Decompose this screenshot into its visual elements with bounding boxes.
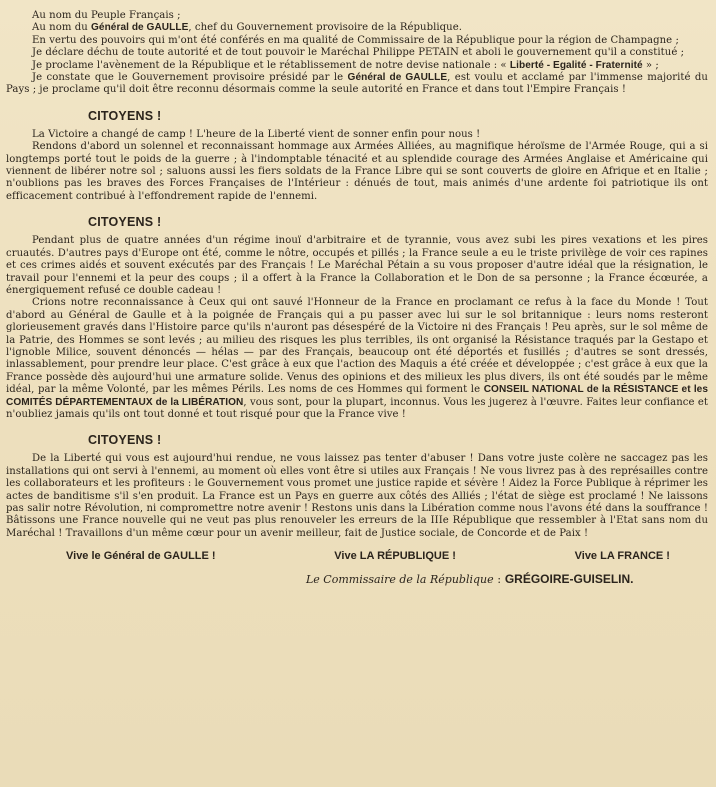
text-run: , chef du Gouvernement provisoire de la République.	[188, 22, 462, 34]
intro-paragraph	[6, 60, 708, 72]
text-run: Rendons d'abord un solennel et reconnaissant hommage aux Armées Alliées, au magnifique héroïsme de l'Armée Rouge, qui a si longtemps porté tout le poids de la guerre ; à l'indomptable ténacité et au splendide courage des Armées Anglaise et Américaine qui viennent de libérer notre sol ; saluons aussi les fiers soldats de la France Libre qui se sont couverts de gloire en Afrique et en Italie ; n'oublions pas les braves des Forces Françaises de l'Intérieur : dénués de tout, mais animés d'une ardente foi patriotique ils ont efficacement contribué à l'effondrement rapide de l'ennemi.	[6, 141, 708, 202]
section-heading: CITOYENS !	[88, 108, 162, 123]
text-run: Au nom du Peuple Français ;	[32, 10, 181, 21]
text-run: » ;	[642, 59, 659, 71]
section	[6, 215, 708, 421]
text-run: En vertu des pouvoirs qui m'ont été conférés en ma qualité de Commissaire de la République pour la région de Champagne ;	[32, 34, 679, 46]
section	[6, 433, 708, 540]
text-run: De la Liberté qui vous est aujourd'hui rendue, ne vous laissez pas tenter d'abuser ! Dans votre juste colère ne saccagez pas les installations qui ont servi à l'ennemi, au moment où elles vont être si utiles aux Français ! Ne vous livrez pas à des représailles contre les collaborateurs et les profiteurs : le Gouvernement vous promet une justice rapide et sévère ! Aidez la Force Publique à réprimer les actes de banditisme s'il s'en produit. La France est un Pays en guerre aux côtés des Alliés ; l'état de siège est proclamé ! Ne laissons pas salir notre Révolution, ni compromettre notre avenir ! Restons unis dans la Libération comme nous l'avons été dans la souffrance ! Bâtissons une France nouvelle qui ne veut pas plus renouveler les erreurs de la IIIe République que ressembler à l'Etat sans nom du Maréchal ! Travaillons d'un même cœur pour un avenir meilleur, fait de Justice sociale, de Concorde et de Paix !	[6, 453, 708, 539]
text-run: , vous sont, pour la plupart, inconnus. Vous les jugerez à l'œuvre. Faites leur confiance et n'oubliez jamais qu'ils ont tout donné et tout risqué pour que la France vive !	[6, 396, 709, 420]
section	[6, 109, 708, 203]
section-paragraph	[6, 297, 708, 421]
intro-paragraph	[6, 35, 708, 47]
intro-paragraph	[6, 47, 708, 59]
text-run: Je déclare déchu de toute autorité et de tout pouvoir le Maréchal Philippe PETAIN et aboli le gouvernement qu'il a constitué ;	[32, 47, 685, 59]
text-run: Pendant plus de quatre années d'un régime inouï d'arbitraire et de tyrannie, vous avez subi les pires vexations et les pires cruautés. D'autres pays d'Europe ont été, comme le nôtre, occupés et pillés ; la France seule a eu le triste privilège de voir ces rapines et ces crimes aidés et souvent exécutés par des Français ! Le Maréchal Pétain a su vous proposer d'autre idéal que la résignation, le travail pour l'ennemi et la peur des coups ; il a offert à la France la Collaboration et le Don de sa personne ; la France écœurée, a énergiquement refusé ce double cadeau !	[6, 235, 708, 296]
slogan-republique: Vive LA RÉPUBLIQUE !	[334, 550, 456, 563]
intro-paragraph	[6, 72, 708, 97]
section-paragraph	[6, 235, 708, 297]
intro-paragraph	[6, 22, 708, 34]
text-run: Je constate que le Gouvernement provisoire présidé par le	[32, 72, 348, 84]
slogan-france: Vive LA FRANCE !	[574, 550, 670, 563]
bold-run: CONSEIL NATIONAL de la RÉSISTANCE et les COMITÉS DÉPARTEMENTAUX de la LIBÉRATION	[6, 384, 708, 408]
text-run: Je proclame l'avènement de la République et le rétablissement de notre devise nationale : «	[32, 59, 510, 71]
text-run: Crions notre reconnaissance à Ceux qui ont sauvé l'Honneur de la France en proclamant ce refus à la face du Monde ! Tout d'abord au Général de Gaulle et à la poignée de Français qui a pu passer avec lui sur le sol britannique : leurs noms resteront glorieusement gravés dans l'Histoire parce qu'ils n'auront pas désespéré de la Victoire ni des Français ! Peu après, sur le sol même de la Patrie, des Hommes se sont levés ; au milieu des risques les plus terribles, ils ont organisé la Résistance traqués par la Gestapo et l'ignoble Milice, souvent dénoncés — hélas — par des Français, beaucoup ont été déportés et fusillés ; d'autres se sont dressés, inlassablement, pour prendre leur place. C'est grâce à eux que l'action des Maquis a été créée et développée ; c'est grâce à eux que la France possède dès aujourd'hui une armature solide. Venus des opinions et des milieux les plus divers, ils ont été soudés par le même idéal, par la même Volonté, par les mêmes Périls. Les noms de ces Hommes qui forment le	[6, 297, 708, 396]
signature-separator: :	[493, 572, 505, 587]
signature	[306, 572, 708, 586]
section-heading: CITOYENS !	[88, 215, 162, 230]
slogan-de-gaulle: Vive le Général de GAULLE !	[66, 550, 216, 563]
signature-name: GRÉGOIRE-GUISELIN.	[504, 572, 634, 587]
section-paragraph	[6, 141, 708, 203]
text-run: Au nom du	[32, 22, 92, 34]
signature-role: Le Commissaire de la République	[306, 573, 494, 587]
section-heading: CITOYENS !	[88, 433, 162, 448]
section-paragraph	[6, 129, 708, 141]
bold-run: Général de GAULLE	[91, 22, 189, 34]
intro-block	[6, 10, 708, 97]
slogans-row	[6, 550, 708, 562]
bold-run: Général de GAULLE	[347, 72, 448, 84]
text-run: , est voulu et acclamé par l'immense majorité du Pays ; je proclame qu'il doit être reconnu désormais comme la seule autorité en France et dans tout l'Empire Français !	[6, 72, 708, 96]
sections	[6, 109, 708, 540]
text-run: La Victoire a changé de camp ! L'heure de la Liberté vient de sonner enfin pour nous !	[32, 128, 481, 140]
section-paragraph	[6, 453, 708, 540]
bold-run: Liberté - Egalité - Fraternité	[509, 59, 643, 71]
intro-paragraph	[6, 10, 708, 22]
